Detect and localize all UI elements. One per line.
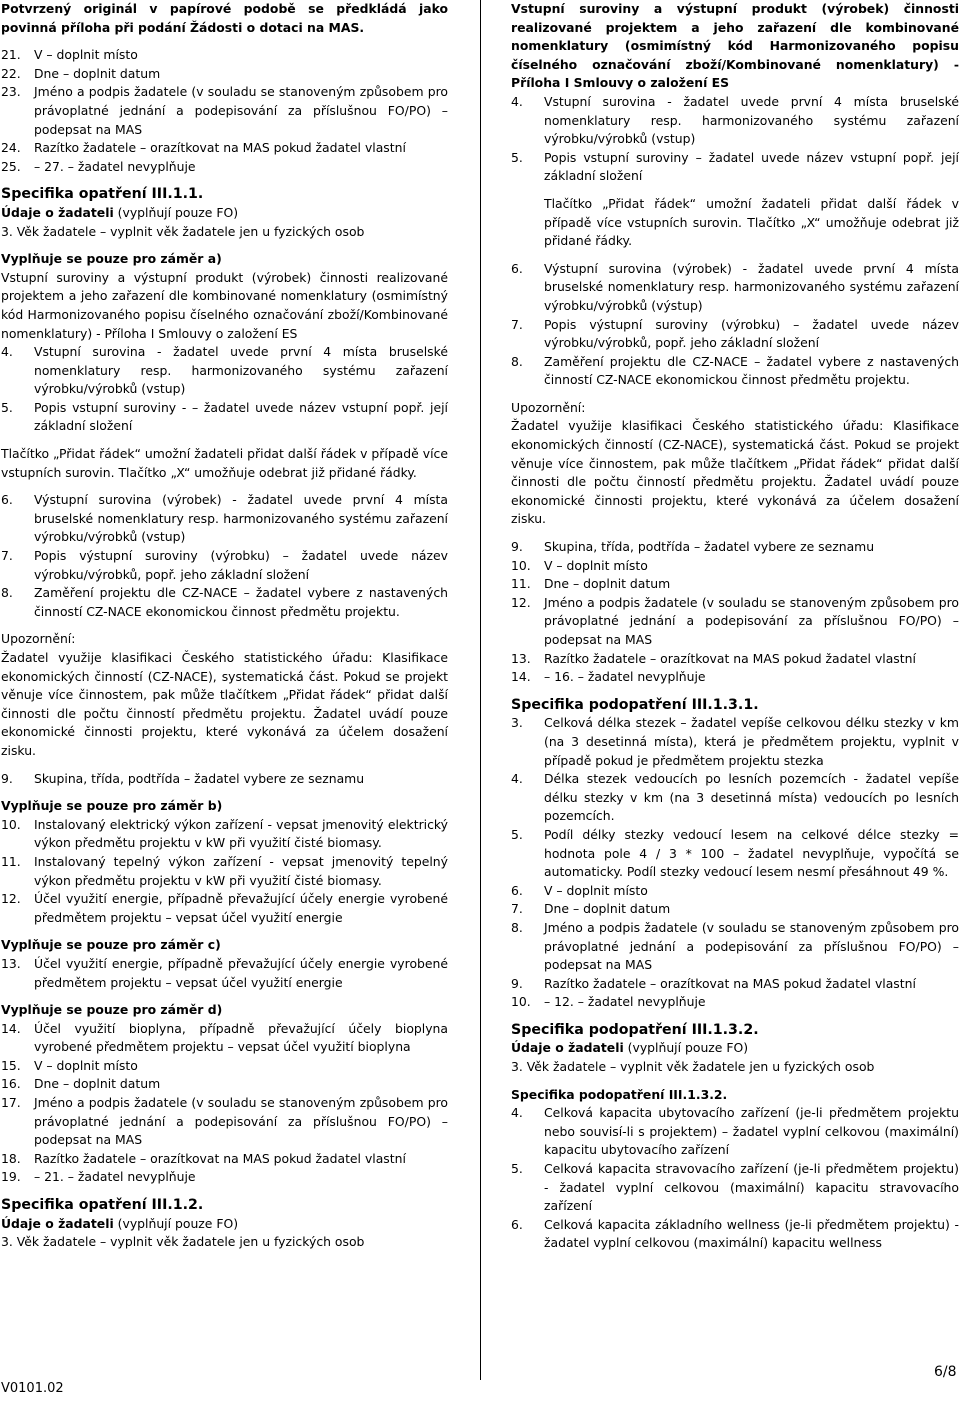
list-item	[511, 770, 959, 826]
list-item	[511, 919, 959, 975]
list-outputs	[1, 491, 448, 621]
item-number: 8.	[511, 919, 523, 935]
item-number: 4.	[1, 344, 13, 360]
list-item	[511, 260, 959, 316]
list-item	[511, 1104, 959, 1160]
zamer-d-heading: Vyplňuje se pouze pro záměr d)	[1, 1002, 223, 1018]
item-number: 12.	[1, 891, 21, 907]
item-number: 18.	[1, 1150, 21, 1166]
item-text: V – doplnit místo	[544, 557, 648, 573]
item-number: 14.	[1, 1020, 21, 1036]
list-item	[511, 975, 959, 994]
item-number: 7.	[511, 901, 523, 917]
list-signature	[511, 538, 959, 687]
item-number: 6.	[511, 882, 523, 898]
item-text: V – doplnit místo	[544, 882, 648, 898]
list-kapacity	[511, 1104, 959, 1253]
list-zamer-b	[1, 816, 448, 928]
item-number: 13.	[511, 650, 531, 666]
list-item	[511, 575, 959, 594]
item-number: 10.	[511, 994, 531, 1010]
list-item	[511, 1216, 959, 1253]
list-inputs	[1, 343, 448, 436]
udaje-line: Údaje o žadateli (vyplňují pouze FO)	[511, 1040, 749, 1056]
list-item	[511, 93, 959, 149]
upozorneni-heading: Upozornění:	[1, 631, 76, 647]
item-text: Instalovaný tepelný výkon zařízení - vepsat jmenovitý tepelný výkon předmětu projektu v kW při využití čisté biomasy.	[34, 853, 448, 888]
tlacitko-paragraph: Tlačítko „Přidat řádek“ umožní žadateli přidat další řádek v případě více vstupních surovin. Tlačítko „X“ umožňuje odebrat již přidané řádky.	[1, 446, 448, 480]
item-number: 15.	[1, 1057, 21, 1073]
item-text: Popis výstupní suroviny (výrobku) – žadatel uvede název výrobku/výrobků, popř. jeho základní složení	[34, 548, 448, 582]
item-number: 10.	[511, 557, 531, 573]
item-number: 17.	[1, 1095, 21, 1111]
list-item	[1, 65, 448, 84]
zamer-a-heading: Vyplňuje se pouze pro záměr a)	[1, 251, 222, 267]
item-text: Popis výstupní suroviny (výrobku) – žadatel uvede název výrobku/výrobků, popř. jeho základní složení	[544, 316, 959, 351]
vek-line: 3. Věk žadatele – vyplnit věk žadatele jen u fyzických osob	[1, 223, 365, 239]
item-number: 5.	[511, 1161, 523, 1177]
item-number: 23.	[1, 84, 21, 100]
item-number: 5.	[511, 149, 523, 165]
list-item	[511, 714, 959, 770]
item-number: 6.	[1, 492, 13, 508]
list-stezky	[511, 714, 959, 1012]
item-text: Instalovaný elektrický výkon zařízení - vepsat jmenovitý elektrický výkon předmětu projektu v kW při využití čisté biomasy.	[34, 816, 448, 851]
list-item	[511, 557, 959, 576]
list-zamer-c	[1, 955, 448, 992]
item-text: Jméno a podpis žadatele (v souladu se stanoveným způsobem pro právoplatné jednání a podepisování za příslušnou FO/PO) – podepsat na MAS	[544, 919, 959, 973]
item-number: 13.	[1, 955, 21, 971]
item-text: Zaměření projektu dle CZ-NACE – žadatel vybere z nastavených činností CZ-NACE ekonomickou činnost předmětu projektu.	[34, 585, 448, 619]
item-text: Jméno a podpis žadatele (v souladu se stanoveným způsobem pro právoplatné jednání a podepisování za příslušnou FO/PO) – podepsat na MAS	[34, 1095, 448, 1148]
upozorneni-heading: Upozornění:	[511, 399, 586, 415]
list-item	[1, 853, 448, 890]
item-text: Výstupní surovina (výrobek) - žadatel uvede první 4 místa bruselské nomenklatury resp. harmonizovaného systému zařazení výrobku/výrobků (výstup)	[544, 260, 959, 313]
list-item	[1, 1020, 448, 1057]
vstupni-paragraph: Vstupní suroviny a výstupní produkt (výrobek) činnosti realizované projektem a jeho zařazení dle kombinované nomenklatury (osmimístný kód Harmonizovaného popisu číselného označování zboží/Kombinované nomenklatury) - Příloha I Smlouvy o založení ES	[1, 269, 448, 341]
item-text: Dne – doplnit datum	[34, 65, 161, 81]
item-text: Dne – doplnit datum	[544, 576, 671, 592]
item-number: 6.	[511, 1216, 523, 1232]
vstupni-paragraph: Vstupní suroviny a výstupní produkt (výrobek) činnosti realizované projektem a jeho zařazení dle kombinované nomenklatury (osmimístný kód Harmonizovaného popisu číselného označování zboží/Kombinované nomenklatury) - Příloha I Smlouvy o založení ES	[511, 1, 959, 91]
item-number: 9.	[1, 770, 13, 786]
item-number: 24.	[1, 140, 21, 156]
list-item	[1, 139, 448, 158]
list-item	[511, 668, 959, 687]
version-label: V0101.02	[1, 1381, 64, 1396]
list-item	[511, 826, 959, 882]
item-text: Razítko žadatele – orazítkovat na MAS pokud žadatel vlastní	[34, 140, 406, 156]
list-item	[511, 650, 959, 669]
list-item	[1, 890, 448, 927]
item-text: – 21. – žadatel nevyplňuje	[34, 1169, 196, 1185]
item-text: Popis vstupní suroviny - – žadatel uvede název vstupní popř. její základní složení	[34, 399, 448, 434]
list-zamer-d	[1, 1020, 448, 1187]
right-column	[511, 0, 959, 1253]
item-text: Účel využití energie, případně převažující účely energie vyrobené předmětem projektu – vepsat účel využití energie	[34, 955, 448, 990]
item-number: 16.	[1, 1076, 21, 1092]
item-text: Dne – doplnit datum	[544, 901, 671, 917]
section-heading: Specifika opatření III.1.1.	[1, 186, 204, 203]
list-item	[1, 343, 448, 399]
zamer-b-heading: Vyplňuje se pouze pro záměr b)	[1, 798, 223, 814]
column-divider	[480, 0, 481, 1380]
list-item	[1, 1150, 448, 1169]
upozorneni-text: Žadatel využije klasifikaci Českého statistického úřadu: Klasifikace ekonomických činností (CZ-NACE), systematická část. Pokud se projekt věnuje více činnostem, pak může tlačítkem „Přidat řádek“ přidat další činnosti dle počtu činností předmětu projektu. Žadatel uvádí pouze ekonomické činnosti projektu, které vykonává za účelem dosažení zisku.	[1, 650, 448, 758]
list-item	[1, 399, 448, 436]
list-item	[1, 955, 448, 992]
list-item	[1, 1094, 448, 1150]
item-number: 4.	[511, 771, 523, 787]
list-item	[1, 1057, 448, 1076]
item-number: 12.	[511, 594, 531, 610]
list-item	[1, 770, 448, 789]
list-inputs	[511, 93, 959, 186]
subsection-heading: Specifika podopatření III.1.3.2.	[511, 1086, 728, 1102]
section-heading: Specifika podopatření III.1.3.1.	[511, 696, 759, 713]
item-number: 3.	[511, 715, 523, 731]
item-number: 11.	[511, 576, 531, 592]
item-number: 7.	[511, 316, 523, 332]
item-text: Skupina, třída, podtřída – žadatel vybere ze seznamu	[34, 770, 365, 786]
item-text: Jméno a podpis žadatele (v souladu se stanoveným způsobem pro právoplatné jednání a podepisování za příslušnou FO/PO) – podepsat na MAS	[34, 84, 448, 137]
list-item	[511, 316, 959, 353]
item-text: Podíl délky stezky vedoucí lesem na celkové délce stezky = hodnota pole 4 / 3 * 100 – žadatel nevyplňuje, vypočítá se automaticky. Podíl stezky vedoucí lesem nesmí přesáhnout 49 %.	[544, 826, 959, 880]
vek-line: 3. Věk žadatele – vyplnit věk žadatele jen u fyzických osob	[511, 1059, 875, 1075]
list-item	[1, 584, 448, 621]
item-text: Účel využití energie, případně převažující účely energie vyrobené předmětem projektu – vepsat účel využití energie	[34, 891, 448, 925]
item-number: 6.	[511, 260, 523, 276]
item-text: Celková kapacita stravovacího zařízení (je-li předmětem projektu) - žadatel vyplní celkovou (maximální) kapacitu stravovacího zařízení	[544, 1161, 959, 1214]
item-number: 8.	[511, 353, 523, 369]
list-item	[1, 1168, 448, 1187]
item-number: 7.	[1, 548, 13, 564]
intro-note: Potvrzený originál v papírové podobě se předkládá jako povinná příloha při podání Žádosti o dotaci na MAS.	[1, 1, 448, 35]
upozorneni-text: Žadatel využije klasifikaci Českého statistického úřadu: Klasifikace ekonomických činností (CZ-NACE), systematická část. Pokud se projekt věnuje více činnostem, pak může tlačítkem „Přidat řádek“ přidat další činnosti dle počtu činností předmětu projektu. Žadatel uvádí pouze ekonomické činnosti projektu, které vykonává za účelem dosažení zisku.	[511, 418, 959, 527]
list-item	[511, 993, 959, 1012]
list-item	[1, 491, 448, 547]
list-item	[511, 594, 959, 650]
item-number: 14.	[511, 669, 531, 685]
section-heading: Specifika opatření III.1.2.	[1, 1197, 204, 1214]
vek-line: 3. Věk žadatele – vyplnit věk žadatele jen u fyzických osob	[1, 1234, 365, 1250]
item-text: Celková kapacita ubytovacího zařízení (je-li předmětem projektu nebo souvisí-li s projektem) – žadatel vyplní celkovou (maximální) kapacitu ubytovacího zařízení	[544, 1105, 959, 1158]
item-number: 10.	[1, 816, 21, 832]
item-number: 9.	[511, 539, 523, 555]
tlacitko-paragraph: Tlačítko „Přidat řádek“ umožní žadateli přidat další řádek v případě více vstupních surovin. Tlačítko „X“ umožňuje odebrat již přidané řádky.	[544, 195, 959, 249]
zamer-c-heading: Vyplňuje se pouze pro záměr c)	[1, 937, 221, 953]
list-item	[511, 900, 959, 919]
list-item	[511, 149, 959, 186]
item-number: 9.	[511, 975, 523, 991]
list-item	[1, 83, 448, 139]
item-number: 21.	[1, 47, 21, 63]
item-text: Jméno a podpis žadatele (v souladu se stanoveným způsobem pro právoplatné jednání a podepisování za příslušnou FO/PO) – podepsat na MAS	[544, 594, 959, 647]
item-text: Vstupní surovina - žadatel uvede první 4 místa bruselské nomenklatury resp. harmonizovaného systému zařazení výrobku/výrobků (vstup)	[544, 93, 959, 147]
item-text: Dne – doplnit datum	[34, 1076, 161, 1092]
list-outputs	[511, 260, 959, 390]
item-text: Razítko žadatele – orazítkovat na MAS pokud žadatel vlastní	[544, 975, 916, 991]
item-text: Účel využití bioplyna, případně převažující účely bioplyna vyrobené předmětem projektu – vepsat účel využití bioplyna	[34, 1020, 448, 1055]
item-text: Výstupní surovina (výrobek) - žadatel uvede první 4 místa bruselské nomenklatury resp. harmonizovaného systému zařazení výrobku/výrobků (vstup)	[34, 492, 448, 545]
list-item	[511, 353, 959, 390]
list-item	[511, 882, 959, 901]
item-number: 22.	[1, 65, 21, 81]
list-item	[1, 158, 448, 177]
item-text: – 27. – žadatel nevyplňuje	[34, 158, 196, 174]
section-heading: Specifika podopatření III.1.3.2.	[511, 1021, 759, 1038]
item-text: – 16. – žadatel nevyplňuje	[544, 669, 706, 685]
list-signature-a	[1, 46, 448, 176]
item-number: 5.	[511, 826, 523, 842]
item-text: V – doplnit místo	[34, 47, 138, 63]
item-text: Délka stezek vedoucích po lesních pozemcích - žadatel vepíše délku stezky v km (na 3 desetinná místa) vedoucích po lesních pozemcích.	[544, 771, 959, 824]
item-number: 11.	[1, 853, 21, 869]
item-text: – 12. – žadatel nevyplňuje	[544, 994, 706, 1010]
item-text: Zaměření projektu dle CZ-NACE – žadatel vybere z nastavených činností CZ-NACE ekonomickou činnost předmětu projektu.	[544, 353, 959, 388]
item-text: Celková kapacita základního wellness (je-li předmětem projektu) - žadatel vyplní celkovou (maximální) kapacitu wellness	[544, 1216, 959, 1251]
item-number: 25.	[1, 158, 21, 174]
udaje-line: Údaje o žadateli (vyplňují pouze FO)	[1, 1215, 239, 1231]
item-number: 4.	[511, 93, 523, 109]
list-item	[1, 46, 448, 65]
item-number: 4.	[511, 1105, 523, 1121]
item-text: Skupina, třída, podtřída – žadatel vybere ze seznamu	[544, 539, 875, 555]
item-number: 8.	[1, 585, 13, 601]
item-text: Popis vstupní suroviny – žadatel uvede název vstupní popř. její základní složení	[544, 149, 959, 184]
left-column	[1, 0, 448, 1252]
item-text: Razítko žadatele – orazítkovat na MAS pokud žadatel vlastní	[34, 1150, 406, 1166]
item-number: 19.	[1, 1169, 21, 1185]
list-item	[1, 816, 448, 853]
list-item	[511, 1160, 959, 1216]
item-text: Celková délka stezek – žadatel vepíše celkovou délku stezky v km (na 3 desetinná místa), která je předmětem projektu, vyplnit v případě pokud je předmětem projektu stezka	[544, 715, 959, 768]
item-text: V – doplnit místo	[34, 1057, 138, 1073]
list-item-9	[1, 770, 448, 789]
item-number: 5.	[1, 399, 13, 415]
item-text: Razítko žadatele – orazítkovat na MAS pokud žadatel vlastní	[544, 650, 916, 666]
page-number: 6/8	[934, 1364, 957, 1380]
list-item	[1, 547, 448, 584]
list-item	[1, 1075, 448, 1094]
list-item	[511, 538, 959, 557]
item-text: Vstupní surovina - žadatel uvede první 4 místa bruselské nomenklatury resp. harmonizovaného systému zařazení výrobku/výrobků (vstup)	[34, 344, 448, 397]
udaje-line: Údaje o žadateli (vyplňují pouze FO)	[1, 204, 239, 220]
